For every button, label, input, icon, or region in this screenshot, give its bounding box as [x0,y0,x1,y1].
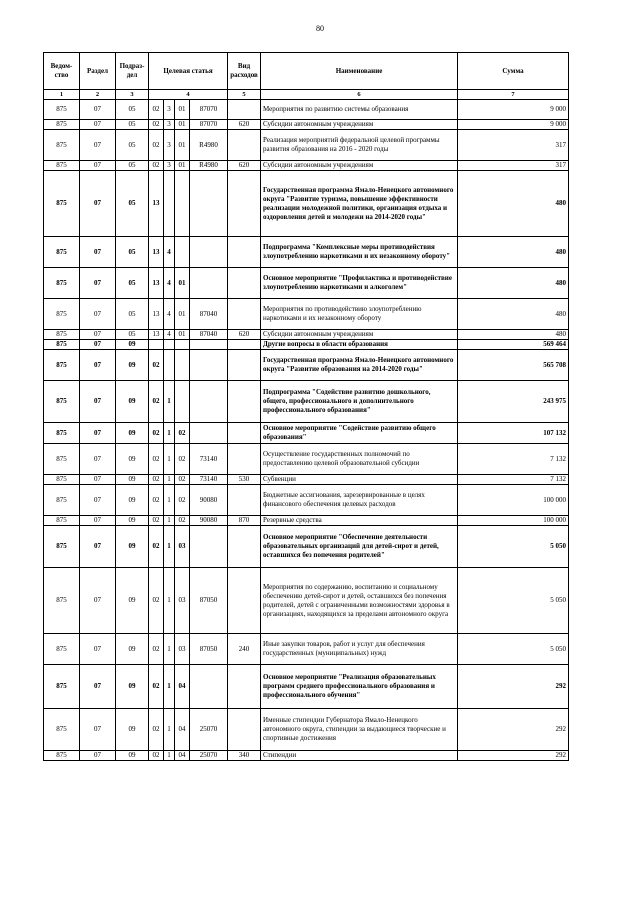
table-row [44,634,569,665]
cell-sum: 480 [458,299,569,330]
cell-target-direction: R4980 [190,130,228,161]
cell-target-program: 02 [149,485,164,516]
cell-podrazdel: 05 [116,130,149,161]
cell-expense-type [228,444,261,475]
cell-target-subprogram [164,350,175,381]
cell-razdel: 07 [80,526,116,568]
cell-target-direction: 90080 [190,485,228,516]
cell-sum: 480 [458,330,569,340]
cell-target-subprogram: 1 [164,516,175,526]
cell-name: Основное мероприятие "Профилактика и противодействие злоупотреблению наркотиками и алкоголем" [261,268,458,299]
cell-target-direction: 87070 [190,100,228,120]
cell-razdel: 07 [80,100,116,120]
cell-target-program [149,340,164,350]
cell-vedomstvo: 875 [44,237,80,268]
cell-razdel: 07 [80,350,116,381]
header-podrazdel: Подраз-дел [116,53,149,90]
cell-vedomstvo: 875 [44,475,80,485]
cell-expense-type [228,299,261,330]
column-number: 1 [44,90,80,100]
cell-podrazdel: 09 [116,634,149,665]
cell-razdel: 07 [80,568,116,634]
cell-target-program: 02 [149,120,164,130]
cell-target-program: 02 [149,130,164,161]
cell-target-direction [190,171,228,237]
cell-podrazdel: 09 [116,516,149,526]
cell-vedomstvo: 875 [44,330,80,340]
cell-expense-type [228,130,261,161]
cell-target-direction: 87070 [190,120,228,130]
cell-razdel: 07 [80,516,116,526]
cell-expense-type [228,423,261,444]
cell-target-subprogram: 1 [164,423,175,444]
cell-target-subprogram: 1 [164,665,175,709]
cell-razdel: 07 [80,120,116,130]
table-row [44,709,569,751]
cell-sum: 317 [458,161,569,171]
cell-target-direction: 73140 [190,444,228,475]
cell-razdel: 07 [80,381,116,423]
cell-vedomstvo: 875 [44,568,80,634]
cell-target-subprogram: 1 [164,475,175,485]
cell-podrazdel: 09 [116,665,149,709]
table-row [44,568,569,634]
cell-expense-type [228,171,261,237]
cell-razdel: 07 [80,161,116,171]
cell-podrazdel: 05 [116,161,149,171]
cell-vedomstvo: 875 [44,423,80,444]
cell-target-program: 13 [149,299,164,330]
cell-podrazdel: 05 [116,120,149,130]
cell-expense-type: 240 [228,634,261,665]
cell-target-subprogram: 1 [164,485,175,516]
cell-name: Субсидии автономным учреждениям [261,330,458,340]
cell-target-direction: 87040 [190,299,228,330]
table-row [44,665,569,709]
cell-sum: 569 464 [458,340,569,350]
cell-podrazdel: 09 [116,526,149,568]
cell-target-subprogram: 3 [164,161,175,171]
cell-name: Стипендии [261,751,458,761]
header-vid: Вид расходов [228,53,261,90]
cell-target-event [175,340,190,350]
cell-target-program: 02 [149,526,164,568]
cell-target-program: 02 [149,709,164,751]
cell-sum: 5 050 [458,568,569,634]
cell-razdel: 07 [80,299,116,330]
cell-expense-type [228,568,261,634]
cell-target-program: 02 [149,100,164,120]
cell-sum: 5 050 [458,526,569,568]
cell-sum: 100 000 [458,485,569,516]
cell-podrazdel: 09 [116,340,149,350]
cell-target-event [175,350,190,381]
cell-vedomstvo: 875 [44,100,80,120]
cell-podrazdel: 05 [116,330,149,340]
cell-target-subprogram: 1 [164,568,175,634]
cell-target-program: 02 [149,751,164,761]
cell-name: Основное мероприятие "Содействие развитию общего образования" [261,423,458,444]
cell-expense-type [228,100,261,120]
cell-name: Резервные средства [261,516,458,526]
table-row [44,237,569,268]
cell-target-subprogram: 1 [164,709,175,751]
cell-expense-type [228,665,261,709]
cell-expense-type [228,526,261,568]
cell-vedomstvo: 875 [44,665,80,709]
cell-target-direction [190,665,228,709]
cell-target-direction: 87050 [190,568,228,634]
table-row [44,350,569,381]
cell-target-subprogram: 1 [164,444,175,475]
cell-podrazdel: 09 [116,423,149,444]
cell-name: Основное мероприятие "Обеспечение деятельности образовательных организаций для детей-сирот и детей, оставшихся без попечения родителей" [261,526,458,568]
cell-target-event: 02 [175,444,190,475]
cell-podrazdel: 09 [116,350,149,381]
cell-name: Подпрограмма "Содействие развитию дошкольного, общего, профессионального и дополнительного профессионального образования" [261,381,458,423]
cell-sum: 9 000 [458,120,569,130]
header-row [44,53,569,90]
cell-vedomstvo: 875 [44,444,80,475]
table-row [44,340,569,350]
cell-target-program: 13 [149,237,164,268]
table-row [44,161,569,171]
cell-target-direction [190,381,228,423]
cell-vedomstvo: 875 [44,709,80,751]
cell-expense-type: 870 [228,516,261,526]
cell-target-program: 02 [149,381,164,423]
cell-name: Бюджетные ассигнования, зарезервированные в целях финансового обеспечения целевых расходов [261,485,458,516]
cell-expense-type: 530 [228,475,261,485]
cell-name: Мероприятия по противодействию злоупотреблению наркотиками и их незаконному обороту [261,299,458,330]
cell-name: Субсидии автономным учреждениям [261,120,458,130]
cell-podrazdel: 05 [116,268,149,299]
cell-target-subprogram: 3 [164,120,175,130]
table-row [44,130,569,161]
cell-vedomstvo: 875 [44,381,80,423]
cell-name: Иные закупки товаров, работ и услуг для обеспечения государственных (муниципальных) нужд [261,634,458,665]
cell-razdel: 07 [80,171,116,237]
cell-target-event: 03 [175,526,190,568]
cell-sum: 9 000 [458,100,569,120]
cell-target-event: 02 [175,516,190,526]
cell-target-direction [190,526,228,568]
cell-sum: 100 000 [458,516,569,526]
table-row [44,171,569,237]
cell-target-program: 02 [149,444,164,475]
cell-podrazdel: 09 [116,709,149,751]
cell-name: Другие вопросы в области образования [261,340,458,350]
cell-target-direction: 90080 [190,516,228,526]
cell-razdel: 07 [80,485,116,516]
cell-expense-type: 620 [228,120,261,130]
column-number: 5 [228,90,261,100]
cell-vedomstvo: 875 [44,340,80,350]
table-row [44,751,569,761]
cell-target-program: 02 [149,634,164,665]
cell-razdel: 07 [80,709,116,751]
cell-target-subprogram: 4 [164,299,175,330]
table-row [44,526,569,568]
cell-vedomstvo: 875 [44,485,80,516]
cell-target-subprogram: 1 [164,634,175,665]
cell-podrazdel: 09 [116,381,149,423]
cell-expense-type [228,237,261,268]
cell-vedomstvo: 875 [44,634,80,665]
table-row [44,330,569,340]
cell-target-subprogram [164,171,175,237]
header-celevaya: Целевая статья [149,53,228,90]
cell-target-subprogram: 1 [164,381,175,423]
cell-expense-type: 340 [228,751,261,761]
cell-target-direction: 25070 [190,709,228,751]
cell-podrazdel: 09 [116,475,149,485]
cell-podrazdel: 09 [116,751,149,761]
table-row [44,423,569,444]
cell-sum: 7 132 [458,475,569,485]
cell-target-event: 02 [175,423,190,444]
cell-name: Государственная программа Ямало-Ненецкого автономного округа "Развитие образования на 2014-2020 годы" [261,350,458,381]
column-number: 2 [80,90,116,100]
cell-target-event [175,381,190,423]
cell-target-direction [190,268,228,299]
cell-expense-type [228,709,261,751]
cell-razdel: 07 [80,634,116,665]
column-number-row [44,90,569,100]
cell-name: Осуществление государственных полномочий по предоставлению целевой образовательной субсидии [261,444,458,475]
cell-target-program: 13 [149,330,164,340]
cell-name: Именные стипендии Губернатора Ямало-Ненецкого автономного округа, стипендии за выдающиеся творческие и спортивные достижения [261,709,458,751]
column-number: 6 [261,90,458,100]
cell-target-event: 03 [175,568,190,634]
cell-vedomstvo: 875 [44,299,80,330]
cell-razdel: 07 [80,237,116,268]
table-row [44,475,569,485]
cell-name: Субсидии автономным учреждениям [261,161,458,171]
cell-name: Государственная программа Ямало-Ненецкого автономного округа "Развитие туризма, повышение эффективности реализации молодежной политики, организация отдыха и оздоровления детей и молодежи на 2014-2020 годы" [261,171,458,237]
cell-target-event: 01 [175,330,190,340]
column-number: 7 [458,90,569,100]
cell-target-subprogram: 4 [164,268,175,299]
cell-sum: 107 132 [458,423,569,444]
cell-razdel: 07 [80,130,116,161]
cell-target-direction [190,423,228,444]
cell-expense-type: 620 [228,330,261,340]
cell-target-direction: 73140 [190,475,228,485]
cell-vedomstvo: 875 [44,130,80,161]
cell-target-direction: R4980 [190,161,228,171]
cell-target-program: 13 [149,268,164,299]
table-row [44,299,569,330]
header-razdel: Раздел [80,53,116,90]
cell-target-subprogram: 3 [164,130,175,161]
cell-expense-type [228,485,261,516]
cell-target-program: 02 [149,350,164,381]
cell-target-direction: 25070 [190,751,228,761]
cell-target-event: 01 [175,120,190,130]
cell-vedomstvo: 875 [44,120,80,130]
table-row [44,120,569,130]
cell-sum: 243 975 [458,381,569,423]
table-row [44,444,569,475]
cell-target-program: 02 [149,161,164,171]
cell-target-subprogram: 1 [164,751,175,761]
cell-target-subprogram: 4 [164,330,175,340]
cell-expense-type [228,381,261,423]
cell-sum: 565 708 [458,350,569,381]
cell-target-event: 01 [175,130,190,161]
cell-podrazdel: 05 [116,299,149,330]
cell-target-event: 03 [175,634,190,665]
cell-name: Подпрограмма "Комплексные меры противодействия злоупотреблению наркотиками и их незаконному обороту" [261,237,458,268]
cell-target-program: 13 [149,171,164,237]
cell-target-direction: 87050 [190,634,228,665]
table-row [44,100,569,120]
cell-target-subprogram: 3 [164,100,175,120]
cell-expense-type [228,350,261,381]
cell-razdel: 07 [80,444,116,475]
cell-name: Субвенции [261,475,458,485]
column-number: 4 [149,90,228,100]
cell-vedomstvo: 875 [44,526,80,568]
cell-podrazdel: 05 [116,100,149,120]
cell-podrazdel: 09 [116,444,149,475]
cell-target-program: 02 [149,516,164,526]
cell-target-direction [190,350,228,381]
cell-target-event: 04 [175,709,190,751]
cell-target-event: 01 [175,161,190,171]
cell-sum: 5 050 [458,634,569,665]
cell-razdel: 07 [80,340,116,350]
cell-target-event: 01 [175,299,190,330]
cell-sum: 480 [458,268,569,299]
cell-target-subprogram [164,340,175,350]
cell-sum: 7 132 [458,444,569,475]
cell-target-event: 04 [175,665,190,709]
cell-sum: 317 [458,130,569,161]
header-name: Наименование [261,53,458,90]
cell-vedomstvo: 875 [44,751,80,761]
budget-table [43,52,569,761]
cell-target-event: 01 [175,268,190,299]
cell-vedomstvo: 875 [44,171,80,237]
cell-razdel: 07 [80,330,116,340]
header-vedomstvo: Ведом-ство [44,53,80,90]
cell-razdel: 07 [80,665,116,709]
table-row [44,516,569,526]
cell-vedomstvo: 875 [44,161,80,171]
header-sum: Сумма [458,53,569,90]
cell-target-event: 02 [175,485,190,516]
table-row [44,485,569,516]
cell-target-program: 02 [149,665,164,709]
cell-target-event [175,237,190,268]
cell-razdel: 07 [80,423,116,444]
cell-expense-type [228,268,261,299]
cell-vedomstvo: 875 [44,350,80,381]
cell-target-event: 01 [175,100,190,120]
cell-name: Мероприятия по содержанию, воспитанию и социальному обеспечению детей-сирот и детей, оставшихся без попечения родителей, детей с ограниченными возможностями здоровья в организациях, находящихся за пределами автономного округа [261,568,458,634]
cell-name: Реализация мероприятий федеральной целевой программы развития образования на 2016 - 2020 годы [261,130,458,161]
cell-target-program: 02 [149,568,164,634]
table-row [44,268,569,299]
table-row [44,381,569,423]
cell-target-subprogram: 4 [164,237,175,268]
cell-target-direction [190,237,228,268]
cell-target-event [175,171,190,237]
cell-target-subprogram: 1 [164,526,175,568]
cell-vedomstvo: 875 [44,516,80,526]
cell-razdel: 07 [80,268,116,299]
cell-podrazdel: 05 [116,171,149,237]
page-number: 80 [316,24,324,33]
cell-expense-type [228,340,261,350]
cell-sum: 480 [458,237,569,268]
cell-target-event: 02 [175,475,190,485]
column-number: 3 [116,90,149,100]
cell-name: Основное мероприятие "Реализация образовательных программ среднего профессионального образования и профессионального обучения" [261,665,458,709]
cell-razdel: 07 [80,751,116,761]
cell-vedomstvo: 875 [44,268,80,299]
cell-sum: 292 [458,709,569,751]
cell-target-event: 04 [175,751,190,761]
cell-razdel: 07 [80,475,116,485]
cell-podrazdel: 09 [116,485,149,516]
cell-podrazdel: 05 [116,237,149,268]
cell-sum: 480 [458,171,569,237]
cell-podrazdel: 09 [116,568,149,634]
cell-expense-type: 620 [228,161,261,171]
cell-sum: 292 [458,751,569,761]
cell-target-program: 02 [149,475,164,485]
cell-target-program: 02 [149,423,164,444]
cell-sum: 292 [458,665,569,709]
cell-target-direction: 87040 [190,330,228,340]
cell-name: Мероприятия по развитию системы образования [261,100,458,120]
cell-target-direction [190,340,228,350]
